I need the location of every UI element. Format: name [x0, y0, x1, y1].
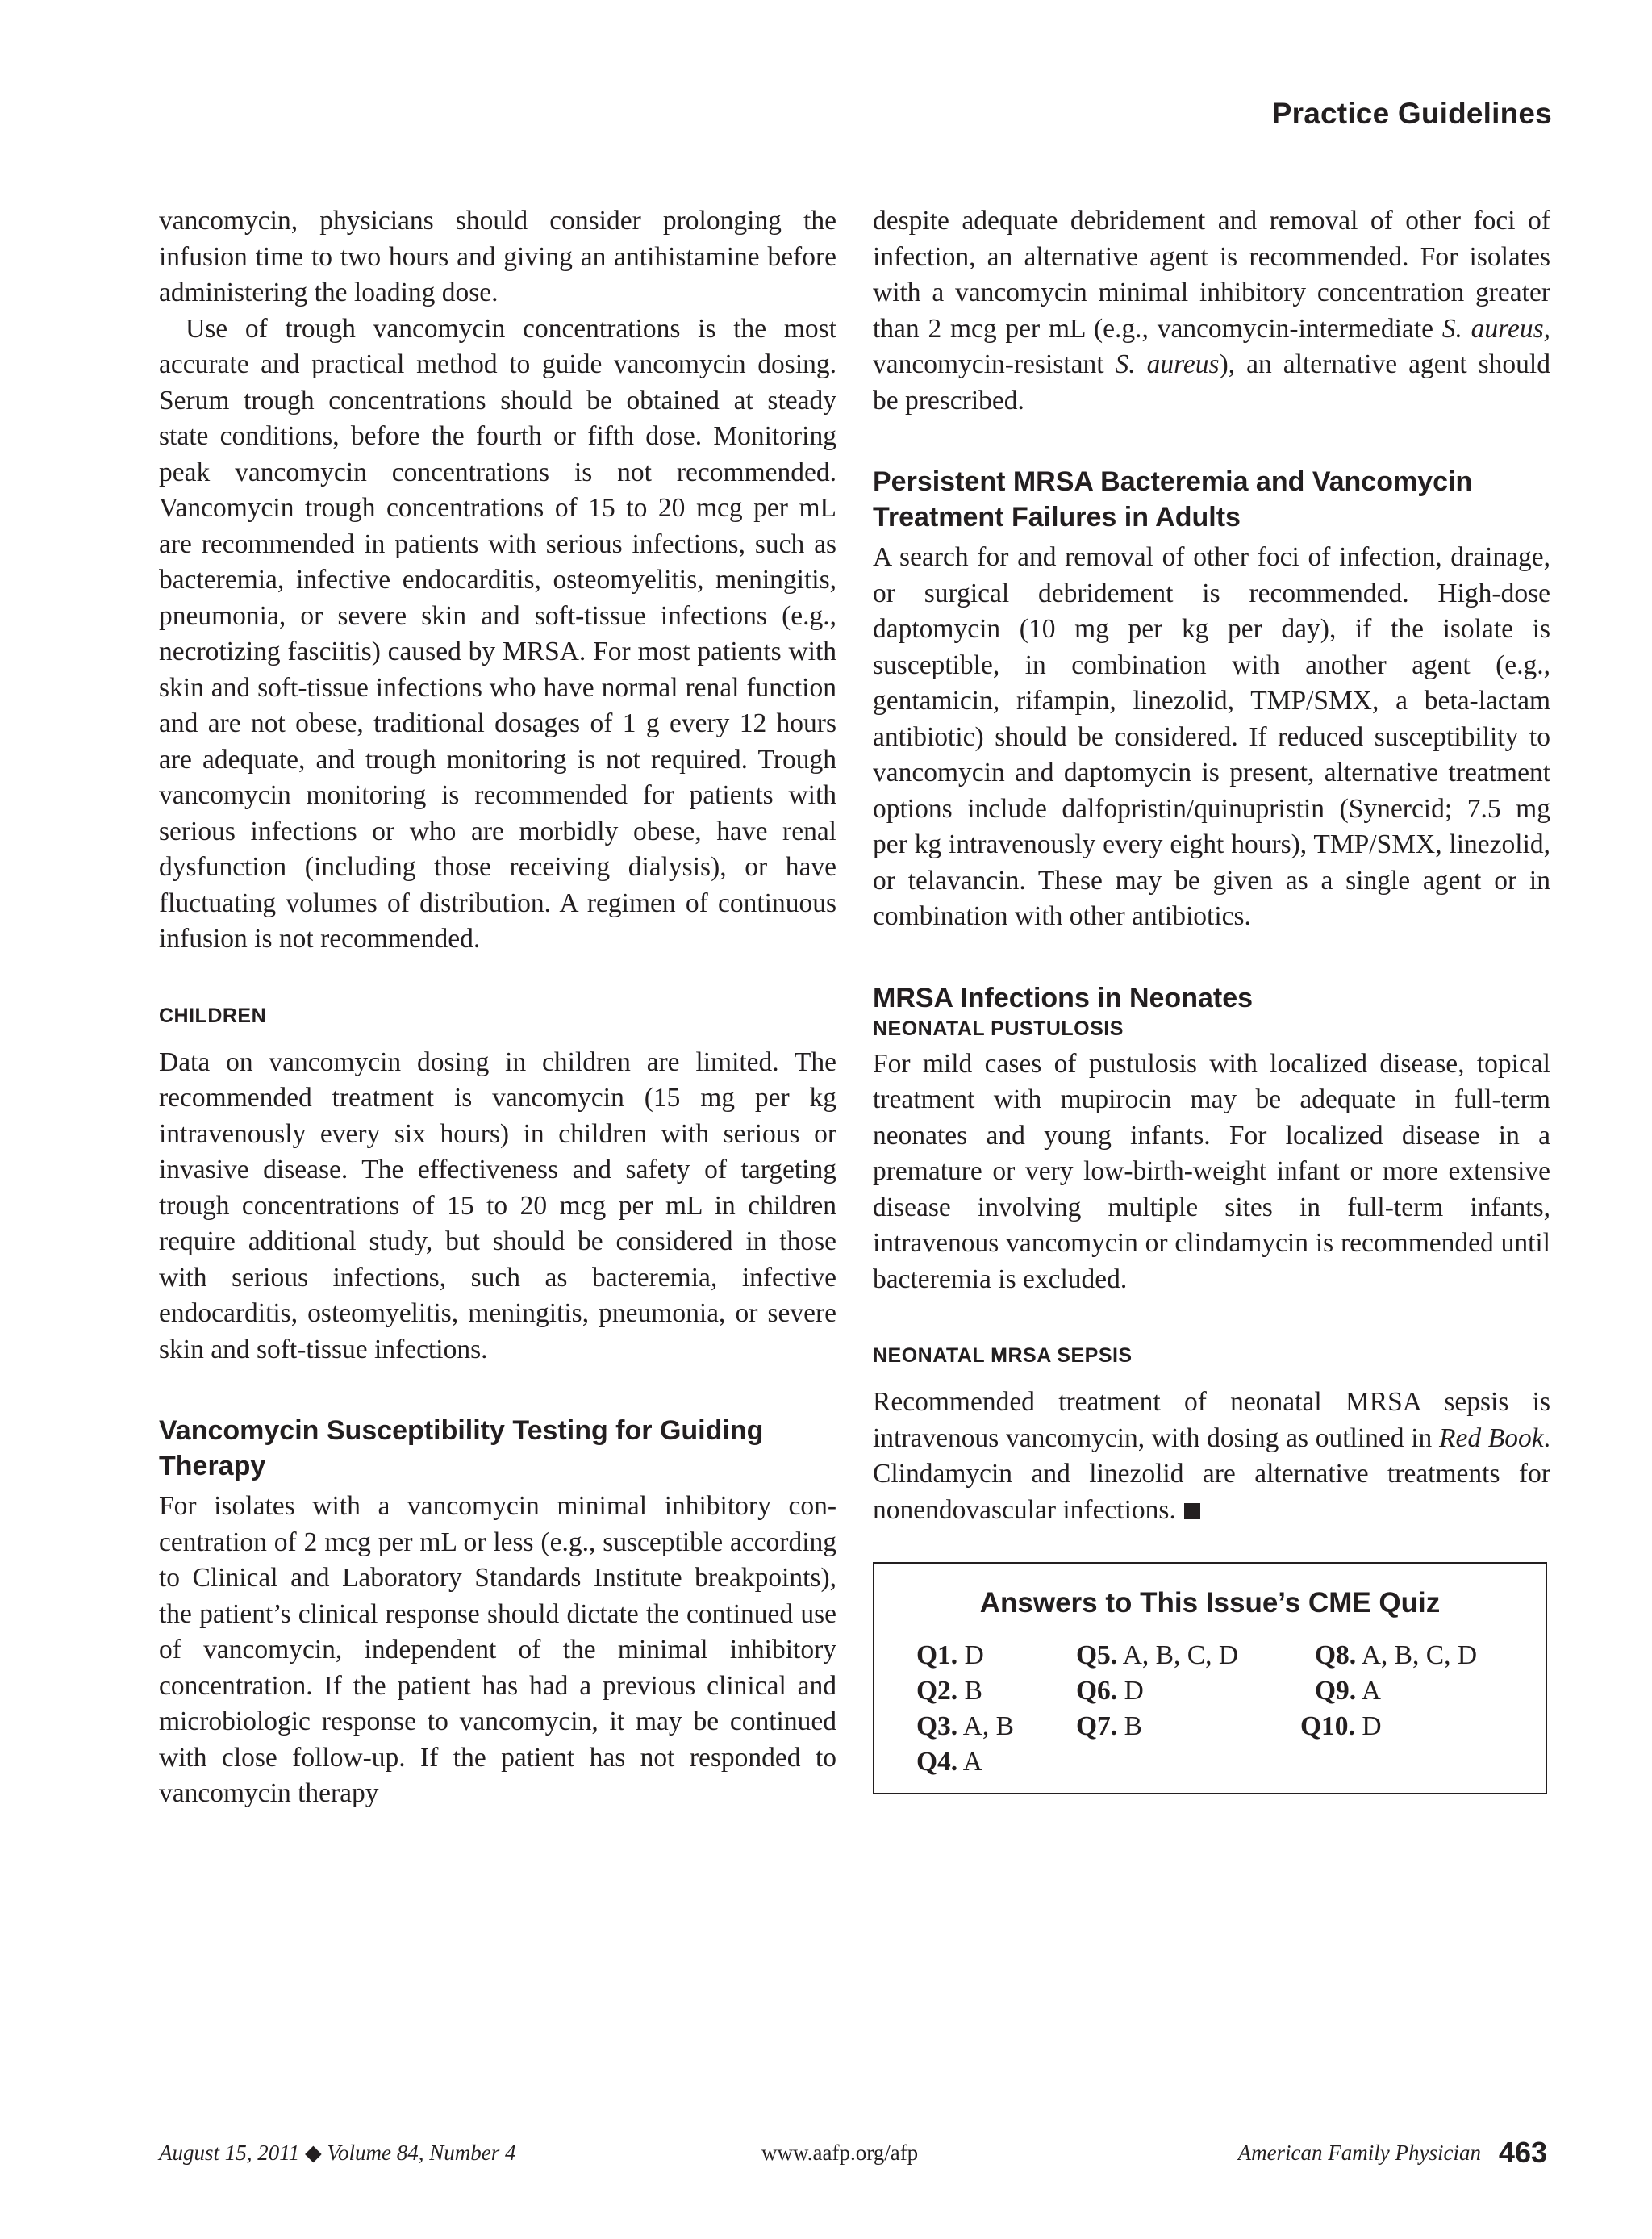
- paragraph-alternative-agent: despite adequate debridement and removal of other foci of infection, an alternative agent is recommended. For isolates with a vancomycin minimal inhibitory concentration greater than 2 mcg per mL (e.g., vancomycin-intermediate S. aureus, vancomycin-resistant S. aureus), an alternative agent should be prescribed.: [873, 206, 1550, 416]
- quiz-title: Answers to This Issue’s CME Quiz: [979, 1587, 1441, 1619]
- cme-quiz-answers-box: [873, 1562, 1547, 1794]
- paragraph-neonatal-sepsis: Recommended treatment of neonatal MRSA sepsis is intravenous vancomycin, with dosing as outlined in Red Book. Clindamycin and linezolid are alternative treatments for nonendovascular infections.: [873, 1387, 1550, 1525]
- footer-date-volume: August 15, 2011 ◆ Volume 84, Number 4: [159, 2141, 516, 2165]
- quiz-answer-q9: Q9. A: [1315, 1676, 1381, 1706]
- quiz-answer-q2: Q2. B: [916, 1676, 982, 1706]
- quiz-answer-q4: Q4. A: [916, 1747, 982, 1777]
- right-column: [873, 203, 1550, 1528]
- quiz-answer-q5: Q5. A, B, C, D: [1076, 1640, 1239, 1670]
- quiz-answer-q7: Q7. B: [1076, 1711, 1142, 1741]
- paragraph-loading-dose: vancomycin, physicians should consider prolonging the infusion time to two hours and giving an antihistamine before administering the loading dose.: [159, 206, 836, 307]
- footer-page-number: 463: [1498, 2136, 1547, 2169]
- paragraph-persistent-bacteremia: A search for and removal of other foci of infection, drainage, or surgical debridement is recommended. High-dose daptomycin (10 mg per kg per day), if the isolate is susceptible, in combination with another agent (e.g., gentamicin, rifampin, linezolid, TMP/SMX, a beta-lactam antibiotic) should be considered. If reduced susceptibility to vancomycin and daptomycin is present, alternative treatment options include dalfopristin/quinupristin (Synercid; 7.5 mg per kg intravenously every eight hours), TMP/SMX, linezolid, or telavancin. These may be given as a single agent or in combination with other antibiotics.: [873, 542, 1550, 931]
- paragraph-children-dosing: Data on vancomycin dosing in children are limited. The recommended treatment is vancomycin (15 mg per kg intravenously every six hours) in children with serious or invasive disease. The effectiveness and safety of targeting trough concentrations of 15 to 20 mcg per mL in children require additional study, but should be considered in those with serious infections, such as bacteremia, infective endocarditis, osteomyelitis, meningitis, pneumonia, or severe skin and soft-tissue infections.: [159, 1046, 836, 1364]
- paragraph-susceptibility-testing: For isolates with a vancomycin minimal inhibitory concentration of 2 mcg per mL or less (e.g., susceptible according to Clinical and Laboratory Standards Institute breakpoints), the patient’s clinical response should dictate the continued use of vancomycin, independent of the minimal inhibitory concentration. If the patient has had a previous clinical and microbiologic response to vancomycin, it may be continued with close follow-up. If the patient has not responded to vancomycin therapy: [159, 1491, 836, 1808]
- quiz-answer-q1: Q1. D: [916, 1640, 984, 1670]
- paragraph-trough-monitoring: Use of trough vancomycin concentrations is the most accurate and practical method to guide vancomycin dosing. Serum trough concentrations should be obtained at steady state conditions, before the fourth or fifth dose. Monitoring peak vancomycin concentrations is not recommended. Vancomycin trough concentrations of 15 to 20 mcg per mL are recommended in patients with serious infections, such as bacteremia, infective endocarditis, osteomyelitis, meningitis, pneumonia, or severe skin and soft-tissue infections (e.g., necrotizing fasciitis) caused by MRSA. For most patients with skin and soft-tissue infections who have normal renal function and are not obese, traditional dosages of 1 g every 12 hours are adequate, and trough monitoring is not required. Trough vancomycin monitoring is recommended for patients with serious infections or who are morbidly obese, have renal dysfunction (including those receiving dialysis), or have fluctuating volumes of distribution. A regimen of continuous infusion is not recommended.: [159, 313, 836, 954]
- heading-neonatal-sepsis: NEONATAL MRSA SEPSIS: [873, 1344, 1133, 1367]
- heading-children: CHILDREN: [159, 1004, 267, 1027]
- quiz-answer-q6: Q6. D: [1076, 1676, 1144, 1706]
- heading-neonates: MRSA Infections in Neonates: [873, 982, 1254, 1013]
- page-header-section-title: Practice Guidelines: [1271, 97, 1552, 130]
- quiz-answer-q3: Q3. A, B: [916, 1711, 1015, 1741]
- heading-persistent-bacteremia: Persistent MRSA Bacteremia and Vancomycin Treatment Failures in Adults: [873, 466, 1473, 533]
- paragraph-neonatal-pustulosis: For mild cases of pustulosis with localized disease, topical treatment with mupirocin may be adequate in full-term neonates and young infants. For localized disease in a premature or very low-birth-weight infant or more extensive disease involving multiple sites in full-term infants, intravenous vancomycin or clindamycin is recommended until bacteremia is excluded.: [873, 1048, 1550, 1294]
- quiz-answer-q10: Q10. D: [1300, 1711, 1382, 1741]
- end-mark-icon: [1184, 1503, 1200, 1519]
- footer-url: www.aafp.org/afp: [761, 2141, 919, 2165]
- footer-journal-name: American Family Physician: [1237, 2141, 1481, 2165]
- page-footer: [159, 2136, 1547, 2176]
- left-column: [159, 203, 836, 1812]
- quiz-answer-q8: Q8. A, B, C, D: [1315, 1640, 1478, 1670]
- heading-neonatal-pustulosis: NEONATAL PUSTULOSIS: [873, 1017, 1124, 1040]
- heading-susceptibility-testing: Vancomycin Susceptibility Testing for Guiding Therapy: [159, 1415, 764, 1481]
